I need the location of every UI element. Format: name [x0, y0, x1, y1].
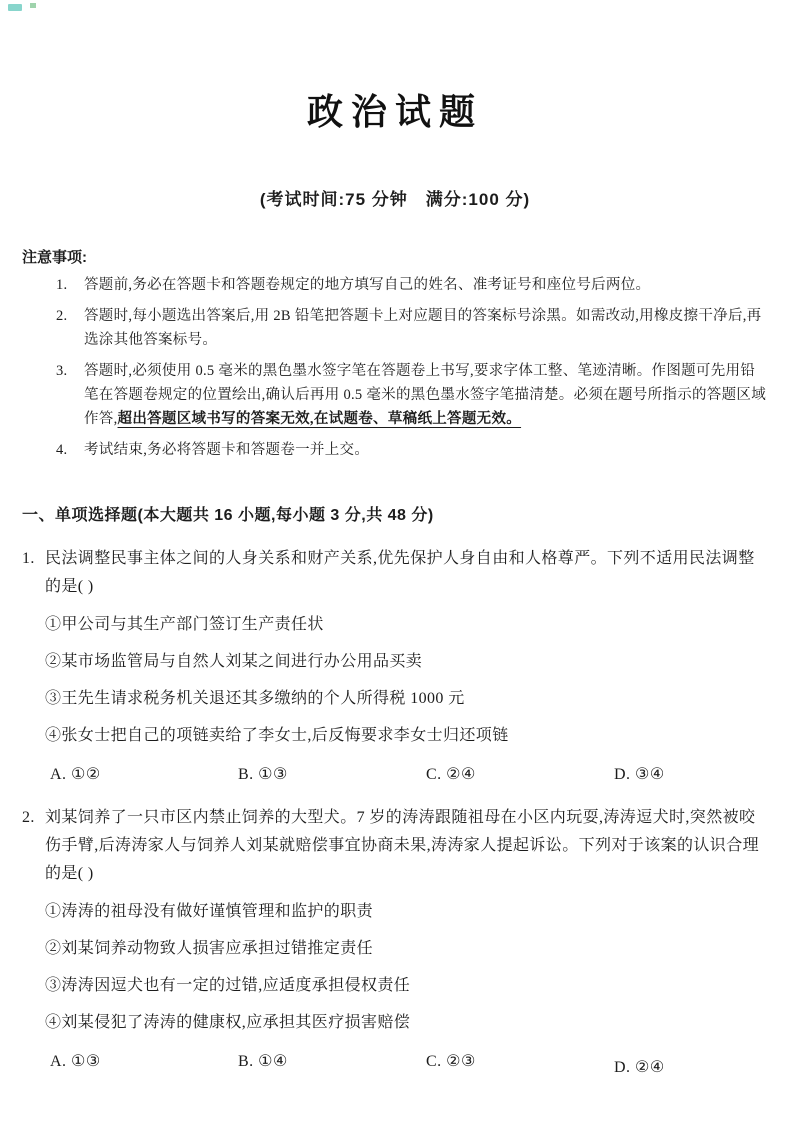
question-text: 民法调整民事主体之间的人身关系和财产关系,优先保护人身自由和人格尊严。下列不适用民法调整的是( ) [45, 550, 755, 595]
choice-b: B. ①③ [238, 766, 288, 784]
notice-heading: 注意事项: [22, 249, 87, 266]
question-1 [22, 545, 768, 784]
notice-item-text-emphasis: 超出答题区域书写的答案无效,在试题卷、草稿纸上答题无效。 [117, 410, 522, 427]
notice-item-text: 答题时,每小题选出答案后,用 2B 铅笔把答题卡上对应题目的答案标号涂黑。如需改动,用橡皮擦干净后,再选涂其他答案标号。 [84, 307, 762, 348]
question-statement-2: ②刘某饲养动物致人损害应承担过错推定责任 [45, 940, 374, 958]
notice-item-text [84, 360, 768, 432]
answer-choices [22, 764, 768, 784]
scan-artifact [30, 3, 36, 8]
notice-item [22, 360, 768, 432]
page-title: 政治试题 [306, 91, 483, 132]
question-2 [22, 804, 768, 1077]
question-stem [22, 545, 768, 600]
choice-d: D. ③④ [614, 766, 665, 784]
section-heading: 一、单项选择题(本大题共 16 小题,每小题 3 分,共 48 分) [22, 507, 434, 525]
question-statement-3: ③涛涛因逗犬也有一定的过错,应适度承担侵权责任 [45, 977, 411, 995]
choice-b: B. ①④ [238, 1053, 288, 1071]
question-statement-2: ②某市场监管局与自然人刘某之间进行办公用品买卖 [45, 653, 423, 671]
choice-c: C. ②③ [426, 1053, 476, 1071]
choice-a: A. ①② [50, 766, 101, 784]
notice-item-text: 答题前,务必在答题卡和答题卷规定的地方填写自己的姓名、准考证号和座位号后两位。 [84, 277, 651, 293]
notice-section [22, 246, 768, 462]
choice-c: C. ②④ [426, 766, 476, 784]
question-statement-3: ③王先生请求税务机关退还其多缴纳的个人所得税 1000 元 [45, 690, 465, 708]
notice-item-text: 考试结束,务必将答题卡和答题卷一并上交。 [84, 441, 370, 458]
question-statement-1: ①甲公司与其生产部门签订生产责任状 [45, 616, 324, 634]
question-number: 2. [22, 809, 35, 827]
notice-item-number: 3. [56, 362, 68, 379]
notice-item-number: 4. [56, 441, 68, 458]
question-statement-4: ④张女士把自己的项链卖给了李女士,后反悔要求李女士归还项链 [45, 727, 509, 745]
question-number: 1. [22, 550, 35, 568]
exam-meta: (考试时间:75 分钟 满分:100 分) [259, 190, 531, 209]
question-statement-1: ①涛涛的祖母没有做好谨慎管理和监护的职责 [45, 903, 374, 921]
choice-a: A. ①③ [50, 1053, 101, 1071]
scan-artifact [8, 4, 22, 11]
choice-d: D. ②④ [614, 1059, 665, 1077]
question-stem [22, 804, 768, 887]
question-text: 刘某饲养了一只市区内禁止饲养的大型犬。7 岁的涛涛跟随祖母在小区内玩耍,涛涛逗犬时,突然被咬伤手臂,后涛涛家人与饲养人刘某就赔偿事宜协商未果,涛涛家人提起诉讼。下列对于该案的认识合理的是( ) [45, 809, 760, 882]
answer-choices [22, 1051, 768, 1077]
notice-item-text-plain: 答题时,必须使用 0.5 毫米的黑色墨水签字笔在答题卷上书写,要求字体工整、笔迹清晰。作图题可先用铅笔在答题卷规定的位置绘出,确认后再用 0.5 毫米的黑色墨水签字笔描清楚。必须在题号所指示的答题区域作答, [84, 362, 766, 427]
notice-item [22, 439, 768, 463]
notice-item-number: 2. [56, 307, 68, 324]
notice-item [22, 274, 768, 298]
notice-item-number: 1. [56, 277, 68, 293]
notice-item [22, 305, 768, 353]
question-statement-4: ④刘某侵犯了涛涛的健康权,应承担其医疗损害赔偿 [45, 1014, 411, 1032]
